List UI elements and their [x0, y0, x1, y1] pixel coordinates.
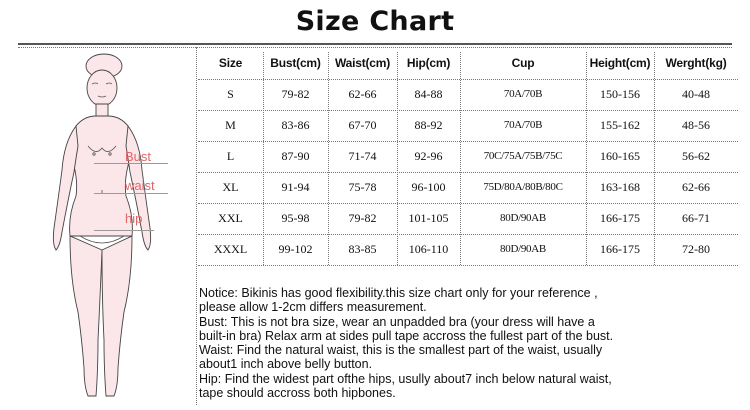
- hip-pointer-line: [94, 230, 154, 231]
- table-cell: 95-98: [281, 211, 310, 225]
- table-cell: XL: [222, 180, 239, 194]
- table-cell: 87-90: [281, 149, 310, 163]
- column-divider: [654, 52, 655, 265]
- table-cell: 166-175: [600, 211, 640, 225]
- waist-label: waist: [125, 178, 155, 193]
- table-cell: 67-70: [348, 118, 377, 132]
- bust-note-line-1: Bust: This is not bra size, wear an unpadded bra (your dress will have a: [199, 314, 595, 329]
- table-cell: 99-102: [278, 242, 313, 256]
- row-divider: [198, 79, 738, 80]
- table-cell: 71-74: [348, 149, 377, 163]
- hip-note-line-2: tape should accross both hipbones.: [199, 386, 396, 401]
- table-cell: 40-48: [682, 87, 710, 101]
- row-divider: [198, 203, 738, 204]
- table-row: [198, 110, 738, 141]
- table-cell: 83-86: [281, 118, 310, 132]
- table-cell: 70A/70B: [503, 88, 543, 100]
- bust-note-line-2: built-in bra) Relax arm at sides pull tape accross the fullest part of the bust.: [199, 328, 614, 343]
- table-cell: L: [226, 149, 235, 163]
- row-divider: [198, 265, 738, 266]
- table-cell: 79-82: [281, 87, 310, 101]
- table-cell: 75-78: [348, 180, 377, 194]
- table-cell: 155-162: [600, 118, 640, 132]
- column-header: Werght(kg): [665, 56, 727, 70]
- table-cell: 75D/80A/80B/80C: [483, 181, 563, 193]
- notes: [199, 286, 744, 400]
- table-cell: 70C/75A/75B/75C: [483, 150, 563, 162]
- table-cell: 91-94: [281, 180, 310, 194]
- table-cell: 48-56: [682, 118, 710, 132]
- table-cell: 80D/90AB: [500, 212, 546, 224]
- column-divider: [586, 52, 587, 265]
- table-row: [198, 203, 738, 234]
- table-cell: 70A/70B: [503, 119, 543, 131]
- bust-pointer-line: [94, 163, 168, 164]
- column-header: Waist(cm): [334, 56, 391, 70]
- table-cell: 106-110: [408, 242, 449, 256]
- table-cell: 92-96: [414, 149, 443, 163]
- table-cell: 160-165: [600, 149, 640, 163]
- table-cell: 79-82: [348, 211, 377, 225]
- table-row: [198, 141, 738, 172]
- notice-line-2: please allow 1-2cm differs measurement.: [199, 300, 427, 315]
- column-header: Hip(cm): [406, 56, 451, 70]
- notice-line-1: Notice: Bikinis has good flexibility.this size chart only for your reference ,: [199, 286, 598, 300]
- waist-note-line-2: about1 inch above belly button.: [199, 357, 373, 372]
- table-cell: 150-156: [600, 87, 640, 101]
- table-cell: 88-92: [414, 118, 443, 132]
- column-divider: [328, 52, 329, 265]
- column-header: Size: [218, 56, 243, 70]
- table-cell: M: [225, 118, 236, 132]
- table-cell: 163-168: [600, 180, 640, 194]
- column-divider: [263, 52, 264, 265]
- table-cell: 83-85: [348, 242, 377, 256]
- table-cell: 66-71: [682, 211, 710, 225]
- table-cell: 62-66: [348, 87, 377, 101]
- table-row: [198, 172, 738, 203]
- column-divider: [460, 52, 461, 265]
- table-header-row: [198, 48, 738, 79]
- table-cell: S: [227, 87, 234, 101]
- bust-label: Bust: [125, 149, 152, 164]
- table-cell: 96-100: [411, 180, 446, 194]
- column-header: Cup: [511, 56, 535, 70]
- row-divider: [198, 110, 738, 111]
- row-divider: [198, 141, 738, 142]
- waist-pointer-line: [94, 193, 168, 194]
- hip-label: hip: [125, 211, 143, 226]
- column-header: Bust(cm): [270, 56, 321, 70]
- table-row: [198, 79, 738, 110]
- waist-note-line-1: Waist: Find the natural waist, this is the smallest part of the waist, usually: [199, 343, 603, 358]
- table-cell: 84-88: [414, 87, 443, 101]
- hip-note-line-1: Hip: Find the widest part ofthe hips, usully about7 inch below natural waist,: [199, 371, 612, 386]
- table-cell: 101-105: [408, 211, 449, 225]
- table-cell: 56-62: [682, 149, 710, 163]
- title-rule: [18, 43, 732, 45]
- row-divider: [198, 172, 738, 173]
- body-figure: [40, 50, 170, 405]
- table-cell: 166-175: [600, 242, 640, 256]
- page-title: Size Chart: [295, 6, 455, 37]
- table-cell: 80D/90AB: [500, 243, 546, 255]
- table-cell: 62-66: [682, 180, 710, 194]
- table-cell: XXL: [218, 211, 243, 225]
- table-row: [198, 234, 738, 265]
- frame-separator: [196, 47, 197, 405]
- table-cell: XXXL: [213, 242, 248, 256]
- row-divider: [198, 234, 738, 235]
- column-divider: [397, 52, 398, 265]
- column-header: Height(cm): [589, 56, 651, 70]
- table-cell: 72-80: [682, 242, 710, 256]
